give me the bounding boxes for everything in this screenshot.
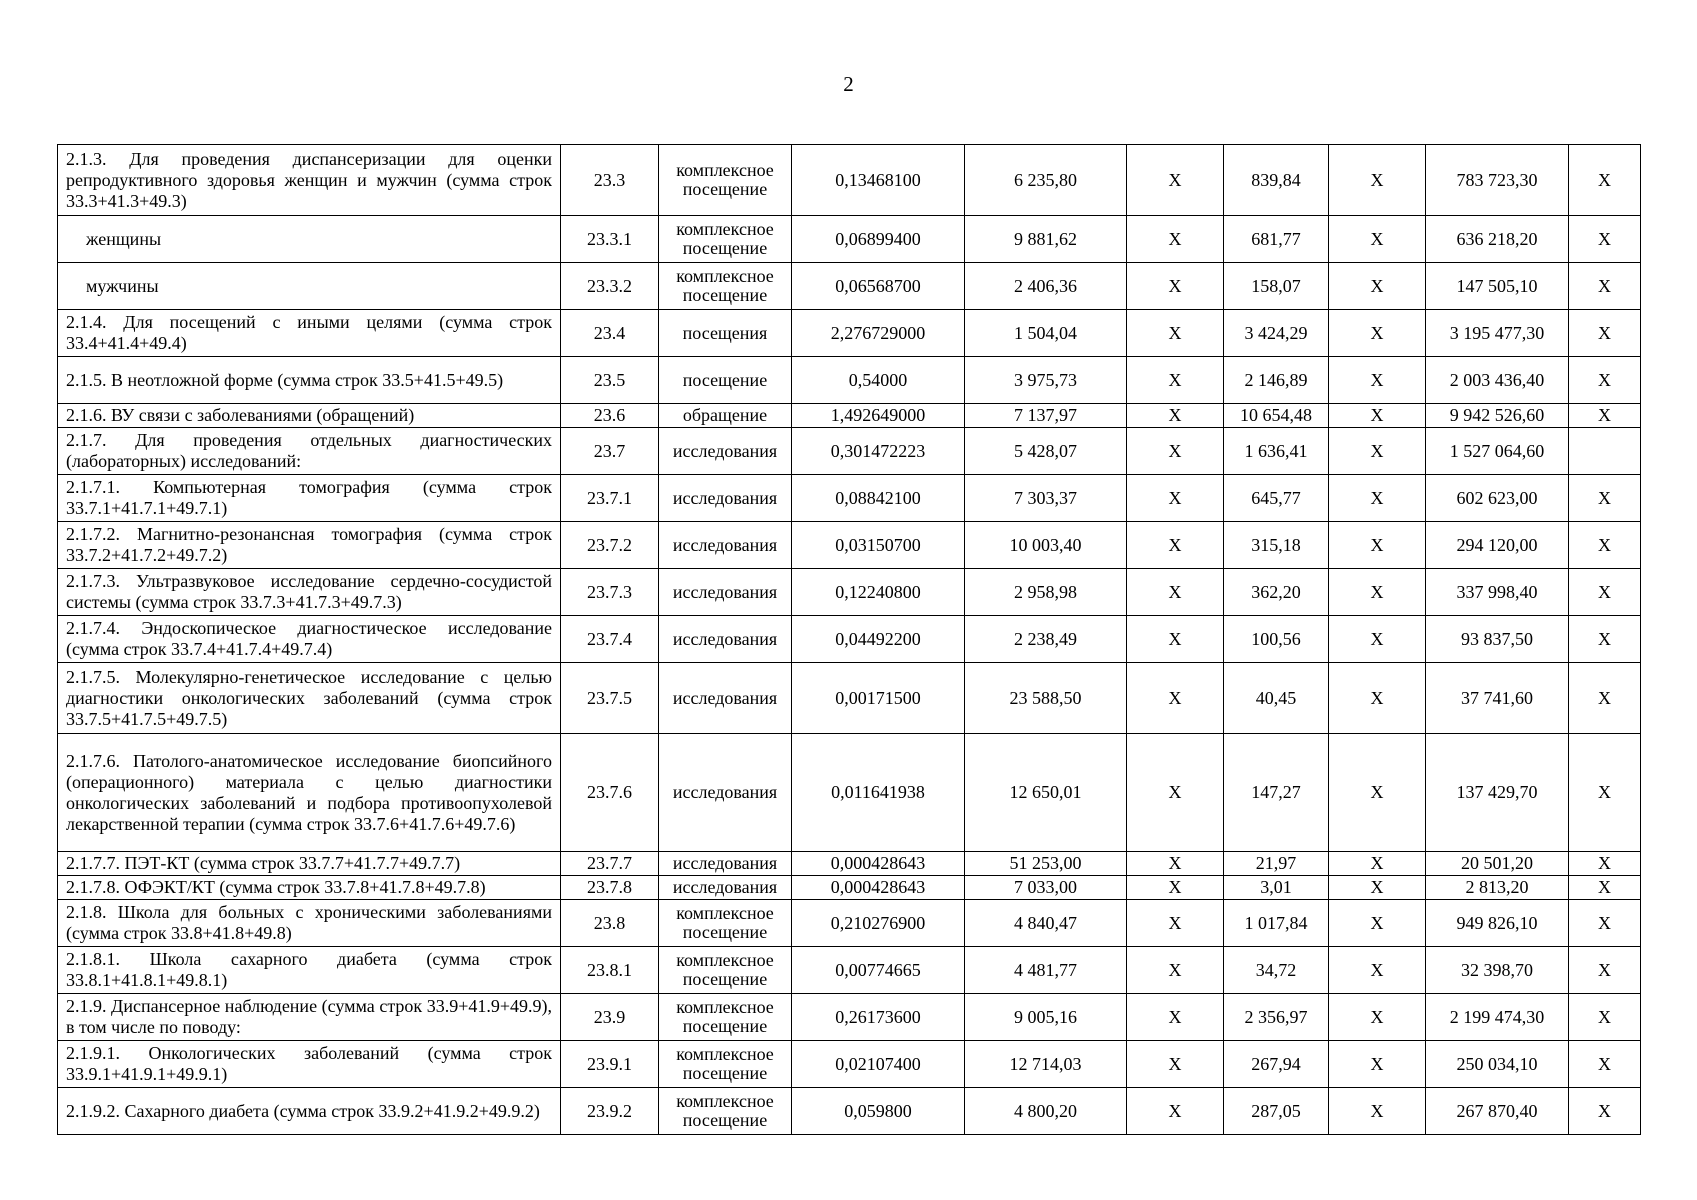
row-total-cell: 783 723,30 [1426,145,1569,216]
row-code-cell: 23.3.1 [561,216,659,263]
row-unit-cell: исследования [659,852,792,876]
row-x-cell: Х [1127,569,1224,616]
row-unit-cell: комплексное посещение [659,145,792,216]
row-total-cell: 3 195 477,30 [1426,310,1569,357]
table-row [58,357,1641,404]
row-code-cell: 23.7.8 [561,876,659,900]
row-name-cell: 2.1.7.5. Молекулярно-генетическое исследование с целью диагностики онкологических заболеваний (сумма строк 33.7.5+41.7.5+49.7.5) [58,663,561,734]
row-code-cell: 23.7.3 [561,569,659,616]
table-row [58,145,1641,216]
row-unit-cell: комплексное посещение [659,216,792,263]
row-code-cell: 23.8.1 [561,947,659,994]
row-name-cell: 2.1.5. В неотложной форме (сумма строк 33.5+41.5+49.5) [58,357,561,404]
table-row [58,947,1641,994]
row-norm-cell: 0,210276900 [792,900,965,947]
row-x-cell: Х [1127,994,1224,1041]
row-name-cell: 2.1.3. Для проведения диспансеризации для оценки репродуктивного здоровья женщин и мужчин (сумма строк 33.3+41.3+49.3) [58,145,561,216]
row-unit-cell: исследования [659,522,792,569]
row-norm-cell: 0,06899400 [792,216,965,263]
row-cost-cell: 9 881,62 [965,216,1127,263]
row-total-cell: 250 034,10 [1426,1041,1569,1088]
row-code-cell: 23.7.4 [561,616,659,663]
row-percapita-cell: 681,77 [1224,216,1329,263]
row-unit-cell: исследования [659,734,792,852]
row-code-cell: 23.7.6 [561,734,659,852]
row-unit-cell: комплексное посещение [659,263,792,310]
row-x-cell: Х [1127,522,1224,569]
row-x-cell: Х [1569,852,1641,876]
row-code-cell: 23.3.2 [561,263,659,310]
row-x-cell: Х [1127,428,1224,475]
row-cost-cell: 7 033,00 [965,876,1127,900]
row-cost-cell: 23 588,50 [965,663,1127,734]
row-percapita-cell: 315,18 [1224,522,1329,569]
row-total-cell: 147 505,10 [1426,263,1569,310]
row-cost-cell: 2 958,98 [965,569,1127,616]
row-x-cell: Х [1127,357,1224,404]
row-norm-cell: 0,06568700 [792,263,965,310]
row-x-cell: Х [1329,216,1426,263]
row-name-cell: 2.1.7.7. ПЭТ-КТ (сумма строк 33.7.7+41.7.7+49.7.7) [58,852,561,876]
row-x-cell: Х [1569,1088,1641,1135]
row-cost-cell: 5 428,07 [965,428,1127,475]
row-x-cell: Х [1329,569,1426,616]
table-row [58,428,1641,475]
row-x-cell: Х [1127,263,1224,310]
table-row [58,852,1641,876]
row-x-cell: Х [1569,145,1641,216]
row-x-cell: Х [1329,994,1426,1041]
row-x-cell: Х [1329,852,1426,876]
row-norm-cell: 0,00171500 [792,663,965,734]
row-x-cell: Х [1569,734,1641,852]
table-row [58,216,1641,263]
row-name-cell: мужчины [58,263,561,310]
row-x-cell: Х [1329,876,1426,900]
row-unit-cell: исследования [659,475,792,522]
row-x-cell: Х [1329,404,1426,428]
row-x-cell: Х [1127,852,1224,876]
table-row [58,994,1641,1041]
row-unit-cell: исследования [659,663,792,734]
row-x-cell: Х [1569,310,1641,357]
row-cost-cell: 6 235,80 [965,145,1127,216]
row-cost-cell: 4 481,77 [965,947,1127,994]
row-code-cell: 23.7.1 [561,475,659,522]
row-unit-cell: исследования [659,428,792,475]
row-percapita-cell: 645,77 [1224,475,1329,522]
row-cost-cell: 12 714,03 [965,1041,1127,1088]
row-x-cell: Х [1329,1041,1426,1088]
row-percapita-cell: 21,97 [1224,852,1329,876]
row-norm-cell: 0,011641938 [792,734,965,852]
row-name-cell: 2.1.7.1. Компьютерная томография (сумма строк 33.7.1+41.7.1+49.7.1) [58,475,561,522]
row-name-cell: женщины [58,216,561,263]
row-unit-cell: комплексное посещение [659,994,792,1041]
table-row [58,734,1641,852]
row-cost-cell: 4 840,47 [965,900,1127,947]
row-percapita-cell: 147,27 [1224,734,1329,852]
row-x-cell: Х [1329,263,1426,310]
row-percapita-cell: 1 636,41 [1224,428,1329,475]
row-name-cell: 2.1.7. Для проведения отдельных диагностических (лабораторных) исследований: [58,428,561,475]
row-total-cell: 1 527 064,60 [1426,428,1569,475]
row-code-cell: 23.7.5 [561,663,659,734]
row-cost-cell: 10 003,40 [965,522,1127,569]
row-unit-cell: комплексное посещение [659,1088,792,1135]
row-total-cell: 636 218,20 [1426,216,1569,263]
row-name-cell: 2.1.8. Школа для больных с хроническими заболеваниями (сумма строк 33.8+41.8+49.8) [58,900,561,947]
row-x-cell: Х [1569,522,1641,569]
row-percapita-cell: 2 356,97 [1224,994,1329,1041]
table-body [58,145,1641,1135]
row-x-cell: Х [1329,310,1426,357]
row-code-cell: 23.9 [561,994,659,1041]
row-name-cell: 2.1.9.2. Сахарного диабета (сумма строк 33.9.2+41.9.2+49.9.2) [58,1088,561,1135]
row-norm-cell: 0,04492200 [792,616,965,663]
row-name-cell: 2.1.6. ВУ связи с заболеваниями (обращений) [58,404,561,428]
row-norm-cell: 0,02107400 [792,1041,965,1088]
table-row [58,1041,1641,1088]
row-total-cell: 602 623,00 [1426,475,1569,522]
row-x-cell: Х [1329,428,1426,475]
table-row [58,1088,1641,1135]
row-cost-cell: 2 406,36 [965,263,1127,310]
row-name-cell: 2.1.7.2. Магнитно-резонансная томография (сумма строк 33.7.2+41.7.2+49.7.2) [58,522,561,569]
row-cost-cell: 7 303,37 [965,475,1127,522]
row-code-cell: 23.9.2 [561,1088,659,1135]
table-row [58,310,1641,357]
row-x-cell: Х [1569,1041,1641,1088]
row-x-cell: Х [1127,404,1224,428]
row-x-cell: Х [1569,475,1641,522]
row-unit-cell: комплексное посещение [659,900,792,947]
row-code-cell: 23.6 [561,404,659,428]
page-number: 2 [843,72,854,96]
row-x-cell: Х [1127,900,1224,947]
table-row [58,616,1641,663]
row-percapita-cell: 40,45 [1224,663,1329,734]
row-name-cell: 2.1.7.3. Ультразвуковое исследование сердечно-сосудистой системы (сумма строк 33.7.3+41.7.3+49.7.3) [58,569,561,616]
row-x-cell: Х [1569,404,1641,428]
table-row [58,876,1641,900]
row-x-cell: Х [1127,475,1224,522]
row-total-cell: 9 942 526,60 [1426,404,1569,428]
row-norm-cell: 0,03150700 [792,522,965,569]
row-x-cell [1569,428,1641,475]
row-x-cell: Х [1329,734,1426,852]
table-row [58,404,1641,428]
row-total-cell: 267 870,40 [1426,1088,1569,1135]
row-total-cell: 337 998,40 [1426,569,1569,616]
row-name-cell: 2.1.9. Диспансерное наблюдение (сумма строк 33.9+41.9+49.9), в том числе по поводу: [58,994,561,1041]
row-percapita-cell: 267,94 [1224,1041,1329,1088]
row-x-cell: Х [1569,357,1641,404]
row-x-cell: Х [1569,263,1641,310]
row-percapita-cell: 2 146,89 [1224,357,1329,404]
row-percapita-cell: 362,20 [1224,569,1329,616]
row-unit-cell: посещения [659,310,792,357]
row-x-cell: Х [1329,522,1426,569]
row-cost-cell: 9 005,16 [965,994,1127,1041]
row-cost-cell: 4 800,20 [965,1088,1127,1135]
row-cost-cell: 51 253,00 [965,852,1127,876]
row-code-cell: 23.7.7 [561,852,659,876]
row-name-cell: 2.1.7.6. Патолого-анатомическое исследование биопсийного (операционного) материала с целью диагностики онкологических заболеваний и подбора противоопухолевой лекарственной терапии (сумма строк 33.7.6+41.7.6+49.7.6) [58,734,561,852]
row-norm-cell: 2,276729000 [792,310,965,357]
row-code-cell: 23.8 [561,900,659,947]
row-total-cell: 2 003 436,40 [1426,357,1569,404]
row-unit-cell: посещение [659,357,792,404]
row-unit-cell: комплексное посещение [659,1041,792,1088]
row-x-cell: Х [1569,900,1641,947]
row-cost-cell: 12 650,01 [965,734,1127,852]
row-x-cell: Х [1127,310,1224,357]
row-code-cell: 23.9.1 [561,1041,659,1088]
row-norm-cell: 0,00774665 [792,947,965,994]
row-x-cell: Х [1329,357,1426,404]
row-name-cell: 2.1.9.1. Онкологических заболеваний (сумма строк 33.9.1+41.9.1+49.9.1) [58,1041,561,1088]
row-cost-cell: 7 137,97 [965,404,1127,428]
row-total-cell: 2 199 474,30 [1426,994,1569,1041]
table-row [58,475,1641,522]
table-row [58,263,1641,310]
row-name-cell: 2.1.7.4. Эндоскопическое диагностическое исследование (сумма строк 33.7.4+41.7.4+49.7.4) [58,616,561,663]
row-x-cell: Х [1329,145,1426,216]
row-cost-cell: 3 975,73 [965,357,1127,404]
row-x-cell: Х [1127,947,1224,994]
row-percapita-cell: 10 654,48 [1224,404,1329,428]
row-code-cell: 23.7 [561,428,659,475]
row-percapita-cell: 100,56 [1224,616,1329,663]
row-cost-cell: 2 238,49 [965,616,1127,663]
row-norm-cell: 0,000428643 [792,852,965,876]
table-row [58,663,1641,734]
row-x-cell: Х [1329,947,1426,994]
row-norm-cell: 0,26173600 [792,994,965,1041]
row-code-cell: 23.7.2 [561,522,659,569]
row-code-cell: 23.5 [561,357,659,404]
row-x-cell: Х [1569,216,1641,263]
row-unit-cell: исследования [659,569,792,616]
row-norm-cell: 0,301472223 [792,428,965,475]
row-x-cell: Х [1569,947,1641,994]
row-cost-cell: 1 504,04 [965,310,1127,357]
row-total-cell: 37 741,60 [1426,663,1569,734]
row-norm-cell: 0,12240800 [792,569,965,616]
table-row [58,569,1641,616]
row-x-cell: Х [1569,569,1641,616]
data-table [57,144,1641,1135]
row-name-cell: 2.1.8.1. Школа сахарного диабета (сумма строк 33.8.1+41.8.1+49.8.1) [58,947,561,994]
row-x-cell: Х [1127,876,1224,900]
row-norm-cell: 0,000428643 [792,876,965,900]
row-code-cell: 23.4 [561,310,659,357]
row-norm-cell: 0,54000 [792,357,965,404]
row-percapita-cell: 3 424,29 [1224,310,1329,357]
row-norm-cell: 0,13468100 [792,145,965,216]
row-x-cell: Х [1127,616,1224,663]
row-x-cell: Х [1329,900,1426,947]
row-x-cell: Х [1569,876,1641,900]
row-total-cell: 93 837,50 [1426,616,1569,663]
row-x-cell: Х [1329,616,1426,663]
row-percapita-cell: 158,07 [1224,263,1329,310]
row-unit-cell: исследования [659,616,792,663]
row-percapita-cell: 287,05 [1224,1088,1329,1135]
row-x-cell: Х [1569,994,1641,1041]
row-x-cell: Х [1569,616,1641,663]
row-x-cell: Х [1127,663,1224,734]
row-total-cell: 2 813,20 [1426,876,1569,900]
row-total-cell: 949 826,10 [1426,900,1569,947]
row-unit-cell: обращение [659,404,792,428]
row-x-cell: Х [1329,475,1426,522]
table-row [58,522,1641,569]
row-percapita-cell: 1 017,84 [1224,900,1329,947]
row-x-cell: Х [1127,145,1224,216]
row-total-cell: 32 398,70 [1426,947,1569,994]
row-percapita-cell: 34,72 [1224,947,1329,994]
row-total-cell: 294 120,00 [1426,522,1569,569]
row-name-cell: 2.1.4. Для посещений с иными целями (сумма строк 33.4+41.4+49.4) [58,310,561,357]
table-row [58,900,1641,947]
row-total-cell: 20 501,20 [1426,852,1569,876]
row-unit-cell: комплексное посещение [659,947,792,994]
row-code-cell: 23.3 [561,145,659,216]
row-x-cell: Х [1569,663,1641,734]
row-unit-cell: исследования [659,876,792,900]
row-x-cell: Х [1329,663,1426,734]
row-norm-cell: 1,492649000 [792,404,965,428]
row-percapita-cell: 3,01 [1224,876,1329,900]
row-norm-cell: 0,08842100 [792,475,965,522]
row-percapita-cell: 839,84 [1224,145,1329,216]
row-name-cell: 2.1.7.8. ОФЭКТ/КТ (сумма строк 33.7.8+41.7.8+49.7.8) [58,876,561,900]
row-x-cell: Х [1127,216,1224,263]
row-x-cell: Х [1127,1041,1224,1088]
row-total-cell: 137 429,70 [1426,734,1569,852]
row-x-cell: Х [1127,734,1224,852]
row-x-cell: Х [1127,1088,1224,1135]
row-x-cell: Х [1329,1088,1426,1135]
row-norm-cell: 0,059800 [792,1088,965,1135]
